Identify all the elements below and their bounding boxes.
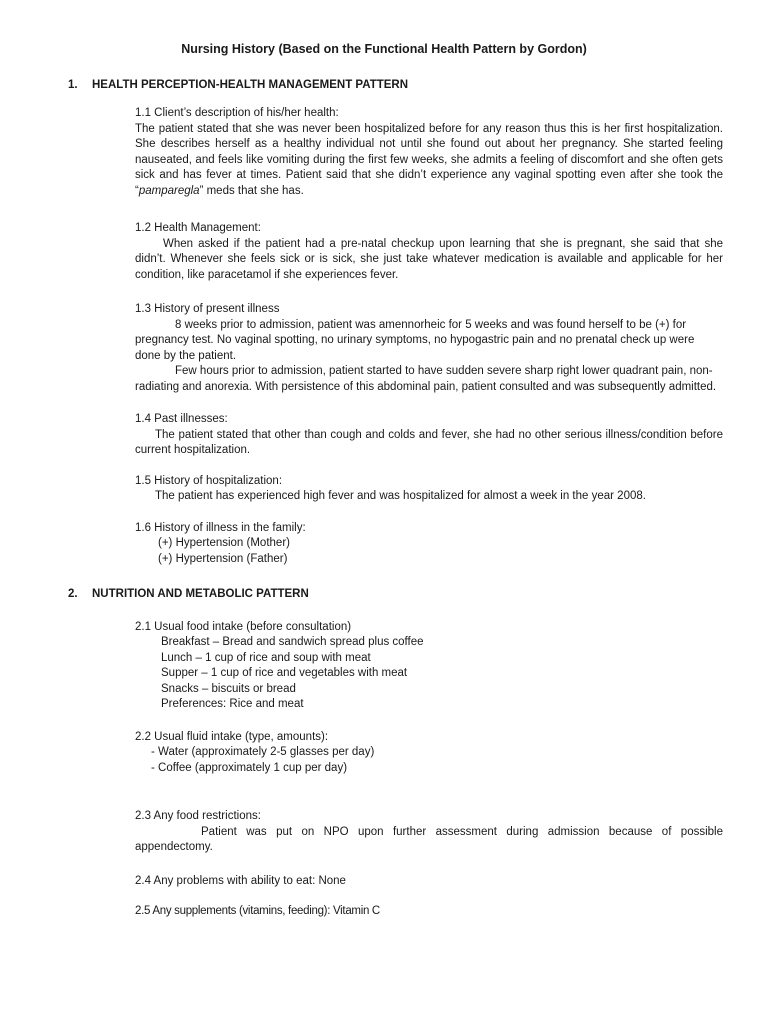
item-2-1-label: 2.1 Usual food intake (before consultation): [135, 620, 352, 633]
section-2-title: NUTRITION AND METABOLIC PATTERN: [92, 588, 309, 600]
item-2-1-line-lunch: Lunch – 1 cup of rice and soup with meat: [161, 651, 371, 664]
item-1-3-label: 1.3 History of present illness: [135, 303, 280, 315]
item-1-6-label: 1.6 History of illness in the family:: [135, 521, 306, 534]
item-1-2-label: 1.2 Health Management:: [135, 222, 261, 234]
item-2-3-paragraph: Patient was put on NPO upon further assessment during admission because of possible appendectomy.: [135, 825, 723, 853]
item-2-1-line-preferences: Preferences: Rice and meat: [161, 698, 304, 710]
item-2-1-line-supper: Supper – 1 cup of rice and vegetables with meat: [161, 667, 408, 679]
item-1-2-paragraph: When asked if the patient had a pre-natal checkup upon learning that she is pregnant, she said that she didn’t. Whenever she feels sick or is sick, she just take whatever medication is available and applicable for her condition, like paracetamol if she experiences fever.: [135, 237, 723, 281]
item-1-5: [135, 474, 723, 505]
section-1-number: 1.: [68, 78, 78, 91]
item-2-1-line-snacks: Snacks – biscuits or bread: [161, 682, 296, 695]
item-1-6-line-1: (+) Hypertension (Mother): [158, 537, 290, 549]
item-1-5-paragraph: The patient has experienced high fever and was hospitalized for almost a week in the year 2008.: [155, 490, 646, 502]
item-2-2-line-coffee: - Coffee (approximately 1 cup per day): [151, 761, 348, 774]
document-title: Nursing History (Based on the Functional Health Pattern by Gordon): [181, 42, 587, 56]
item-1-4: [135, 412, 723, 459]
section-1-title: HEALTH PERCEPTION-HEALTH MANAGEMENT PATTERN: [92, 78, 409, 91]
item-2-4-label: 2.4 Any problems with ability to eat: None: [135, 874, 346, 887]
item-2-5-label: 2.5 Any supplements (vitamins, feeding): Vitamin C: [135, 905, 380, 917]
item-1-1: [135, 106, 723, 199]
item-2-2-line-water: - Water (approximately 2-5 glasses per day): [151, 746, 375, 758]
item-1-1-italic-term: pamparegla: [138, 184, 200, 197]
item-2-4: [135, 874, 723, 890]
item-2-5: [135, 904, 723, 920]
item-2-1-line-breakfast: Breakfast – Bread and sandwich spread plus coffee: [161, 636, 424, 648]
item-2-1: [135, 620, 723, 713]
item-1-3: [135, 302, 723, 395]
section-1-heading: [68, 78, 768, 94]
item-1-6-line-2: (+) Hypertension (Father): [158, 552, 288, 565]
item-1-4-label: 1.4 Past illnesses:: [135, 413, 228, 425]
item-2-2-label: 2.2 Usual fluid intake (type, amounts):: [135, 730, 329, 743]
item-1-1-text: The patient stated that she was never been hospitalized before for any reason thus this is her first hospitalization. She describes herself as a healthy individual not until she found out about her pregnancy. She started feeling nauseated, and feels like vomiting during the first few weeks, she admits a feeling of discomfort and she often gets sick and has fever at times. Patient said that she didn’t experience any vaginal spotting even after she took the “: [135, 122, 723, 197]
item-2-3-label: 2.3 Any food restrictions:: [135, 810, 261, 822]
item-1-1-text-after: ” meds that she has.: [199, 184, 304, 197]
item-1-5-label: 1.5 History of hospitalization:: [135, 474, 283, 487]
item-1-3-paragraph-1: 8 weeks prior to admission, patient was amennorheic for 5 weeks and was found herself to be (+) for pregnancy test. No vaginal spotting, no urinary symptoms, no hypogastric pain and no prenatal check up were done by the patient.: [135, 318, 695, 362]
section-2-number: 2.: [68, 588, 78, 600]
section-2-heading: [68, 587, 768, 603]
item-2-3: [135, 809, 723, 856]
item-1-3-paragraph-2: Few hours prior to admission, patient started to have sudden severe sharp right lower quadrant pain, non-radiating and anorexia. With persistence of this abdominal pain, patient consulted and was subsequently admitted.: [135, 365, 717, 393]
item-1-2: [135, 221, 723, 283]
item-1-1-paragraph: [135, 122, 723, 200]
item-1-6: [135, 521, 723, 568]
item-2-2: [135, 730, 723, 777]
item-1-4-paragraph: The patient stated that other than cough and colds and fever, she had no other serious illness/condition before current hospitalization.: [135, 428, 723, 456]
item-1-1-label: 1.1 Client’s description of his/her health:: [135, 107, 339, 119]
